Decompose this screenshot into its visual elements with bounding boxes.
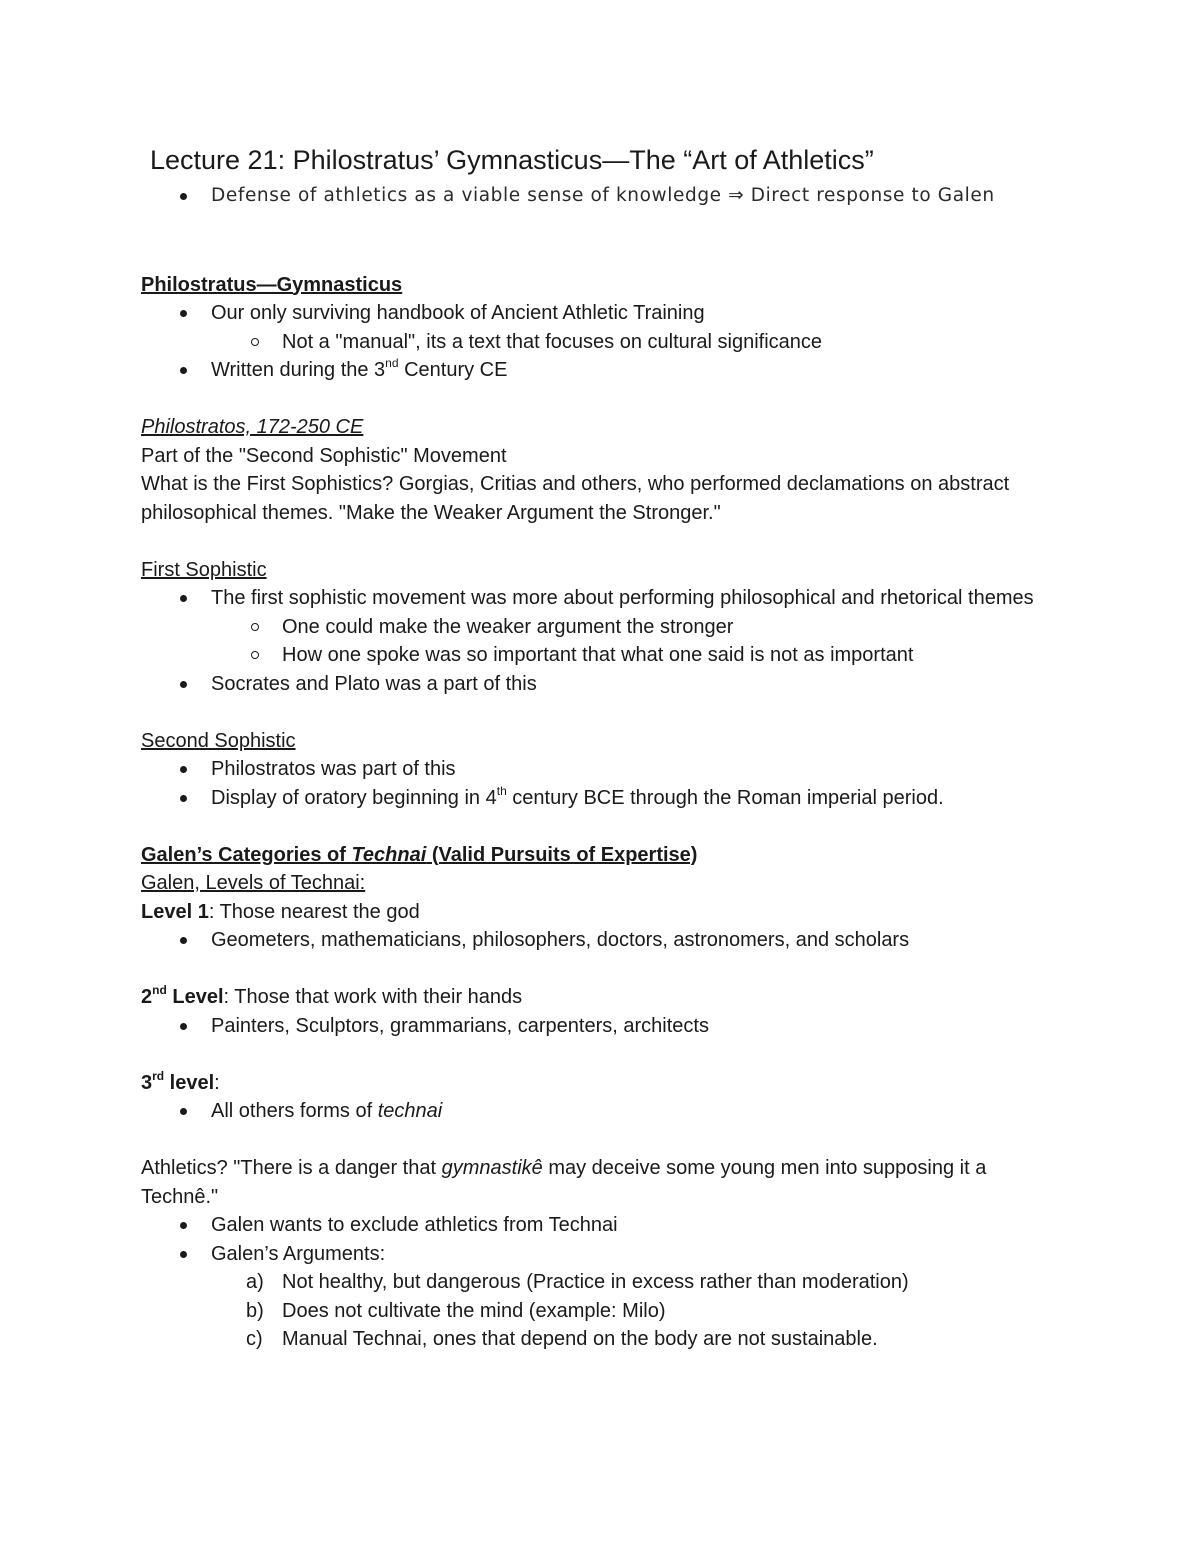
list-item-text: Geometers, mathematicians, philosophers, doctors, astronomers, and scholars bbox=[211, 929, 910, 951]
level-3-line bbox=[141, 1069, 1061, 1098]
list-item-text: Century CE bbox=[398, 359, 508, 381]
level-label: Level 1 bbox=[141, 900, 209, 923]
sub-list-item bbox=[141, 328, 1061, 357]
intro-bullet-text: Defense of athletics as a viable sense of knowledge ⇒ Direct response to Galen bbox=[211, 185, 995, 206]
level3-list bbox=[141, 1097, 1061, 1126]
level-number: 2 bbox=[141, 986, 153, 1008]
list-item-text: century BCE through the Roman imperial period. bbox=[506, 786, 944, 809]
list-item-text: Not a "manual", its a text that focuses on cultural significance bbox=[282, 330, 823, 353]
bullet-icon bbox=[180, 1222, 187, 1229]
list-item-text: Socrates and Plato was a part of this bbox=[211, 672, 537, 695]
list-item bbox=[141, 926, 1061, 955]
list-item-text: Galen wants to exclude athletics from Technai bbox=[211, 1214, 618, 1236]
list-item bbox=[141, 755, 1061, 784]
superscript: nd bbox=[385, 356, 399, 371]
paragraph bbox=[141, 1154, 1061, 1211]
list-item bbox=[141, 784, 1061, 813]
sub-list-item bbox=[141, 641, 1061, 670]
list-marker: a) bbox=[246, 1271, 264, 1293]
list-item bbox=[141, 670, 1061, 699]
level-text: : Those nearest the god bbox=[208, 900, 420, 923]
list-item-text: The first sophistic movement was more about performing philosophical and rhetorical themes bbox=[211, 587, 1034, 609]
list-item-text: Painters, Sculptors, grammarians, carpenters, architects bbox=[211, 1014, 709, 1037]
section-heading bbox=[141, 841, 1061, 870]
hollow-bullet-icon bbox=[251, 623, 259, 631]
level-text: : bbox=[214, 1071, 220, 1094]
list-item-text: One could make the weaker argument the stronger bbox=[282, 615, 734, 638]
list-item-text: All others forms of bbox=[211, 1100, 378, 1122]
sub-list-item bbox=[141, 613, 1061, 642]
level2-list bbox=[141, 1012, 1061, 1041]
level-label: Level bbox=[166, 986, 224, 1008]
bullet-icon bbox=[180, 310, 187, 317]
superscript: nd bbox=[152, 983, 167, 998]
list-item-text: How one spoke was so important that what one said is not as important bbox=[282, 644, 914, 666]
level-1-line bbox=[141, 898, 1061, 927]
bullet-icon bbox=[180, 193, 187, 200]
page-title: Lecture 21: Philostratus’ Gymnasticus—The “Art of Athletics” bbox=[150, 145, 874, 175]
list-item bbox=[141, 1097, 1061, 1126]
list-item-text: Does not cultivate the mind (example: Milo) bbox=[282, 1299, 666, 1322]
paragraph-text: may deceive some young men into supposing it a Technê." bbox=[141, 1157, 987, 1208]
bullet-icon bbox=[180, 367, 187, 374]
bullet-icon bbox=[180, 595, 187, 602]
paragraph-text: Athletics? "There is a danger that bbox=[141, 1157, 442, 1179]
heading-text-italic: Technai bbox=[351, 843, 427, 866]
list-item-text: Not healthy, but dangerous (Practice in excess rather than moderation) bbox=[282, 1271, 909, 1293]
list-item-text-italic: technai bbox=[377, 1100, 443, 1122]
list-item bbox=[141, 299, 1061, 328]
bullet-icon bbox=[180, 1251, 187, 1258]
list-item bbox=[141, 356, 1061, 385]
hollow-bullet-icon bbox=[251, 651, 259, 659]
paragraph-text-italic: gymnastikê bbox=[441, 1157, 543, 1179]
heading-text: Galen’s Categories of bbox=[141, 843, 352, 866]
list-item-text: Our only surviving handbook of Ancient Athletic Training bbox=[211, 302, 705, 324]
list-item bbox=[141, 1211, 1061, 1240]
bullet-icon bbox=[180, 766, 187, 773]
section1-list bbox=[141, 299, 1061, 385]
list-item-text: Written during the 3 bbox=[211, 359, 386, 381]
level-text: : Those that work with their hands bbox=[223, 986, 523, 1008]
intro-list bbox=[141, 182, 1061, 211]
hollow-bullet-icon bbox=[251, 338, 259, 346]
subheading: Galen, Levels of Technai: bbox=[141, 872, 366, 894]
heading-text: (Valid Pursuits of Expertise) bbox=[426, 843, 698, 866]
section-heading: Philostratus—Gymnasticus bbox=[141, 273, 403, 296]
level-label: level bbox=[164, 1071, 215, 1094]
level1-list bbox=[141, 926, 1061, 955]
section4-list bbox=[141, 755, 1061, 812]
sub-list-item bbox=[141, 1297, 1061, 1326]
list-item bbox=[141, 1240, 1061, 1269]
list-item-text: Display of oratory beginning in 4 bbox=[211, 786, 497, 809]
section-heading: First Sophistic bbox=[141, 558, 267, 581]
level-2-line bbox=[141, 983, 1061, 1012]
section3-list bbox=[141, 584, 1061, 698]
list-marker: c) bbox=[246, 1328, 263, 1350]
bullet-icon bbox=[180, 937, 187, 944]
superscript: th bbox=[496, 783, 507, 798]
list-item bbox=[141, 584, 1061, 613]
sub-list-item bbox=[141, 1325, 1061, 1354]
list-item bbox=[141, 1012, 1061, 1041]
bullet-icon bbox=[180, 795, 187, 802]
bullet-icon bbox=[180, 681, 187, 688]
list-item-text: Manual Technai, ones that depend on the body are not sustainable. bbox=[282, 1328, 878, 1350]
level-number: 3 bbox=[141, 1071, 153, 1094]
list-item-text: Philostratos was part of this bbox=[211, 758, 456, 780]
list-marker: b) bbox=[246, 1299, 264, 1322]
list-item bbox=[141, 182, 1061, 211]
bullet-icon bbox=[180, 1023, 187, 1030]
section-heading: Second Sophistic bbox=[141, 729, 296, 752]
sub-list-item bbox=[141, 1268, 1061, 1297]
superscript: rd bbox=[152, 1068, 165, 1083]
section-heading: Philostratos, 172-250 CE bbox=[141, 416, 364, 438]
paragraph: Part of the "Second Sophistic" Movement bbox=[141, 444, 507, 467]
document-page bbox=[141, 140, 1061, 1354]
paragraph: What is the First Sophistics? Gorgias, Critias and others, who performed declamations on abstract philosophical themes. "Make the Weaker Argument the Stronger." bbox=[141, 473, 1010, 524]
bullet-icon bbox=[180, 1108, 187, 1115]
list-item-text: Galen’s Arguments: bbox=[211, 1242, 386, 1265]
section6-list bbox=[141, 1211, 1061, 1354]
